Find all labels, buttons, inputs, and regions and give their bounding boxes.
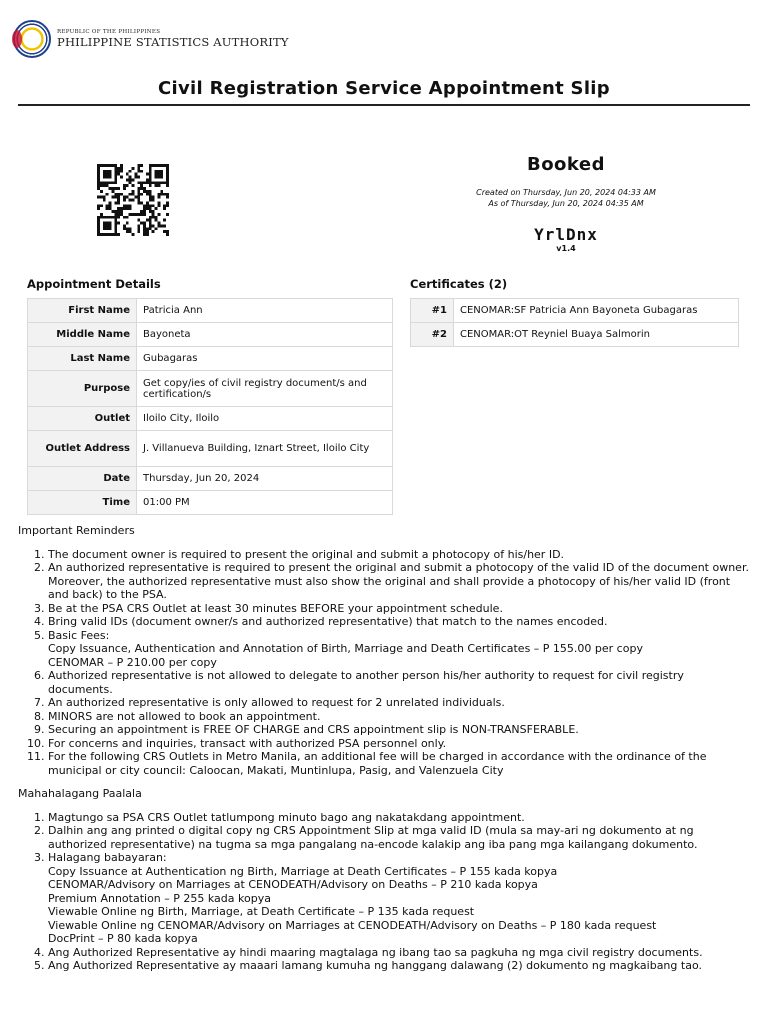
list-item-line: 5. Basic Fees: [48,628,110,642]
important-reminders-heading: Important Reminders [18,524,135,537]
qr-code-icon [96,164,170,236]
list-item-line: Viewable Online ng Birth, Marriage, at Death Certificate – P 135 kada request [48,905,475,918]
table-row [28,299,393,323]
row-value: J. Villanueva Building, Iznart Street, Iloilo City [137,431,393,467]
list-item [48,750,750,777]
list-item [48,710,750,724]
list-item [48,851,750,946]
list-item-line: 9. Securing an appointment is FREE OF CHARGE and CRS appointment slip is NON-TRANSFERABLE. [48,723,579,736]
booking-status [410,154,722,253]
list-item-line: 3. Halagang babayaran: [48,851,167,864]
row-label: Outlet Address [28,431,137,467]
row-value: Gubagaras [137,347,393,371]
list-item [48,696,750,710]
list-item-line: 11. For the following CRS Outlets in Metro Manila, an additional fee will be charged in accordance with the ordinance of the municipal or city council: Caloocan, Makati, Muntinlupa, Pasig, and Valenzuela City [48,750,707,777]
list-item [48,629,750,670]
list-item [48,602,750,616]
list-item-line: 2. Dalhin ang ang printed o digital copy ng CRS Appointment Slip at mga valid ID (mula sa may-ari ng dokumento at ng authorized representative) na tugma sa mga pangalang na-encode kalakip ang iba pang mga kailangang dokumento. [48,824,698,851]
list-item-line: 3. Be at the PSA CRS Outlet at least 30 minutes BEFORE your appointment schedule. [48,601,503,615]
row-label: Outlet [28,407,137,431]
psa-logo [13,20,289,58]
list-item-line: 4. Ang Authorized Representative ay hindi maaring magtalaga ng ibang tao sa pagkuha ng mga civil registry documents. [48,945,703,959]
list-item-line: 4. Bring valid IDs (document owner/s and authorized representative) that match to the names encoded. [48,615,608,628]
list-item-line: 1. Magtungo sa PSA CRS Outlet tatlumpong minuto bago ang nakatakdang appointment. [48,810,525,824]
list-item [48,959,750,973]
list-item-line: Copy Issuance at Authentication ng Birth, Marriage at Death Certificates – P 155 kada kopya [48,864,558,878]
list-item [48,615,750,629]
row-value: Thursday, Jun 20, 2024 [137,467,393,491]
list-item-line: CENOMAR/Advisory on Marriages at CENODEATH/Advisory on Deaths – P 210 kada kopya [48,878,538,891]
table-row [28,491,393,515]
list-item-line: Viewable Online ng CENOMAR/Advisory on Marriages at CENODEATH/Advisory on Deaths – P 180 kada request [48,918,657,932]
list-item [48,561,750,602]
row-value: Iloilo City, Iloilo [137,407,393,431]
cert-value: CENOMAR:SF Patricia Ann Bayoneta Gubagaras [454,299,739,323]
mahahalagang-paalala-list [18,811,750,973]
row-label: First Name [28,299,137,323]
row-label: Last Name [28,347,137,371]
list-item-line: 5. Ang Authorized Representative ay maaari lamang kumuha ng hanggang dalawang (2) dokumento ng magkaibang tao. [48,959,702,972]
table-row [411,299,739,323]
list-item [48,737,750,751]
cert-number: #2 [411,323,454,347]
table-row [28,323,393,347]
row-value: Get copy/ies of civil registry document/s and certification/s [137,371,393,407]
list-item [48,723,750,737]
logo-agency-text: PHILIPPINE STATISTICS AUTHORITY [57,35,289,49]
list-item-line: Premium Annotation – P 255 kada kopya [48,891,271,905]
cert-value: CENOMAR:OT Reyniel Buaya Salmorin [454,323,739,347]
reminders-section [18,524,750,983]
reference-code: YrlDnx [534,225,598,244]
table-row [28,371,393,407]
row-label: Date [28,467,137,491]
list-item [48,946,750,960]
list-item-line: 8. MINORS are not allowed to book an appointment. [48,709,321,723]
list-item [48,548,750,562]
title-divider [18,104,750,106]
list-item [48,669,750,696]
row-value: Bayoneta [137,323,393,347]
appointment-details-table [27,298,393,515]
table-row [28,431,393,467]
certificates-heading: Certificates (2) [410,277,508,291]
row-label: Purpose [28,371,137,407]
row-value: Patricia Ann [137,299,393,323]
version-label: v1.4 [556,244,576,253]
table-row [28,347,393,371]
list-item-line: 7. An authorized representative is only allowed to request for 2 unrelated individuals. [48,696,505,709]
as-of-timestamp: As of Thursday, Jun 20, 2024 04:35 AM [488,199,644,208]
psa-seal-icon [13,20,51,58]
cert-number: #1 [411,299,454,323]
created-timestamp: Created on Thursday, Jun 20, 2024 04:33 AM [476,188,656,197]
page-title: Civil Registration Service Appointment Slip [158,78,610,99]
row-value: 01:00 PM [137,491,393,515]
table-row [28,407,393,431]
list-item-line: 2. An authorized representative is required to present the original and submit a photocopy of the valid ID of the document owner. Moreover, the authorized representative must also show the original and shall provide a photocopy of his/her valid ID (front and back) to the PSA. [48,561,749,601]
certificates-table [410,298,739,347]
important-reminders-list [18,548,750,778]
list-item-line: Copy Issuance, Authentication and Annotation of Birth, Marriage and Death Certificates – P 155.00 per copy [48,642,643,655]
table-row [411,323,739,347]
list-item-line: 1. The document owner is required to present the original and submit a photocopy of his/her ID. [48,547,565,561]
list-item-line: 6. Authorized representative is not allowed to delegate to another person his/her authority to request for civil registry documents. [48,669,684,696]
row-label: Middle Name [28,323,137,347]
appointment-details-heading: Appointment Details [27,277,161,291]
status-label: Booked [526,154,606,175]
list-item-line: CENOMAR – P 210.00 per copy [48,655,217,669]
logo-republic-text: REPUBLIC OF THE PHILIPPINES [57,28,161,35]
row-label: Time [28,491,137,515]
list-item [48,824,750,851]
list-item [48,811,750,825]
mahahalagang-paalala-heading: Mahahalagang Paalala [18,787,142,800]
list-item-line: 10. For concerns and inquiries, transact with authorized PSA personnel only. [48,736,447,750]
list-item-line: DocPrint – P 80 kada kopya [48,932,198,945]
table-row [28,467,393,491]
